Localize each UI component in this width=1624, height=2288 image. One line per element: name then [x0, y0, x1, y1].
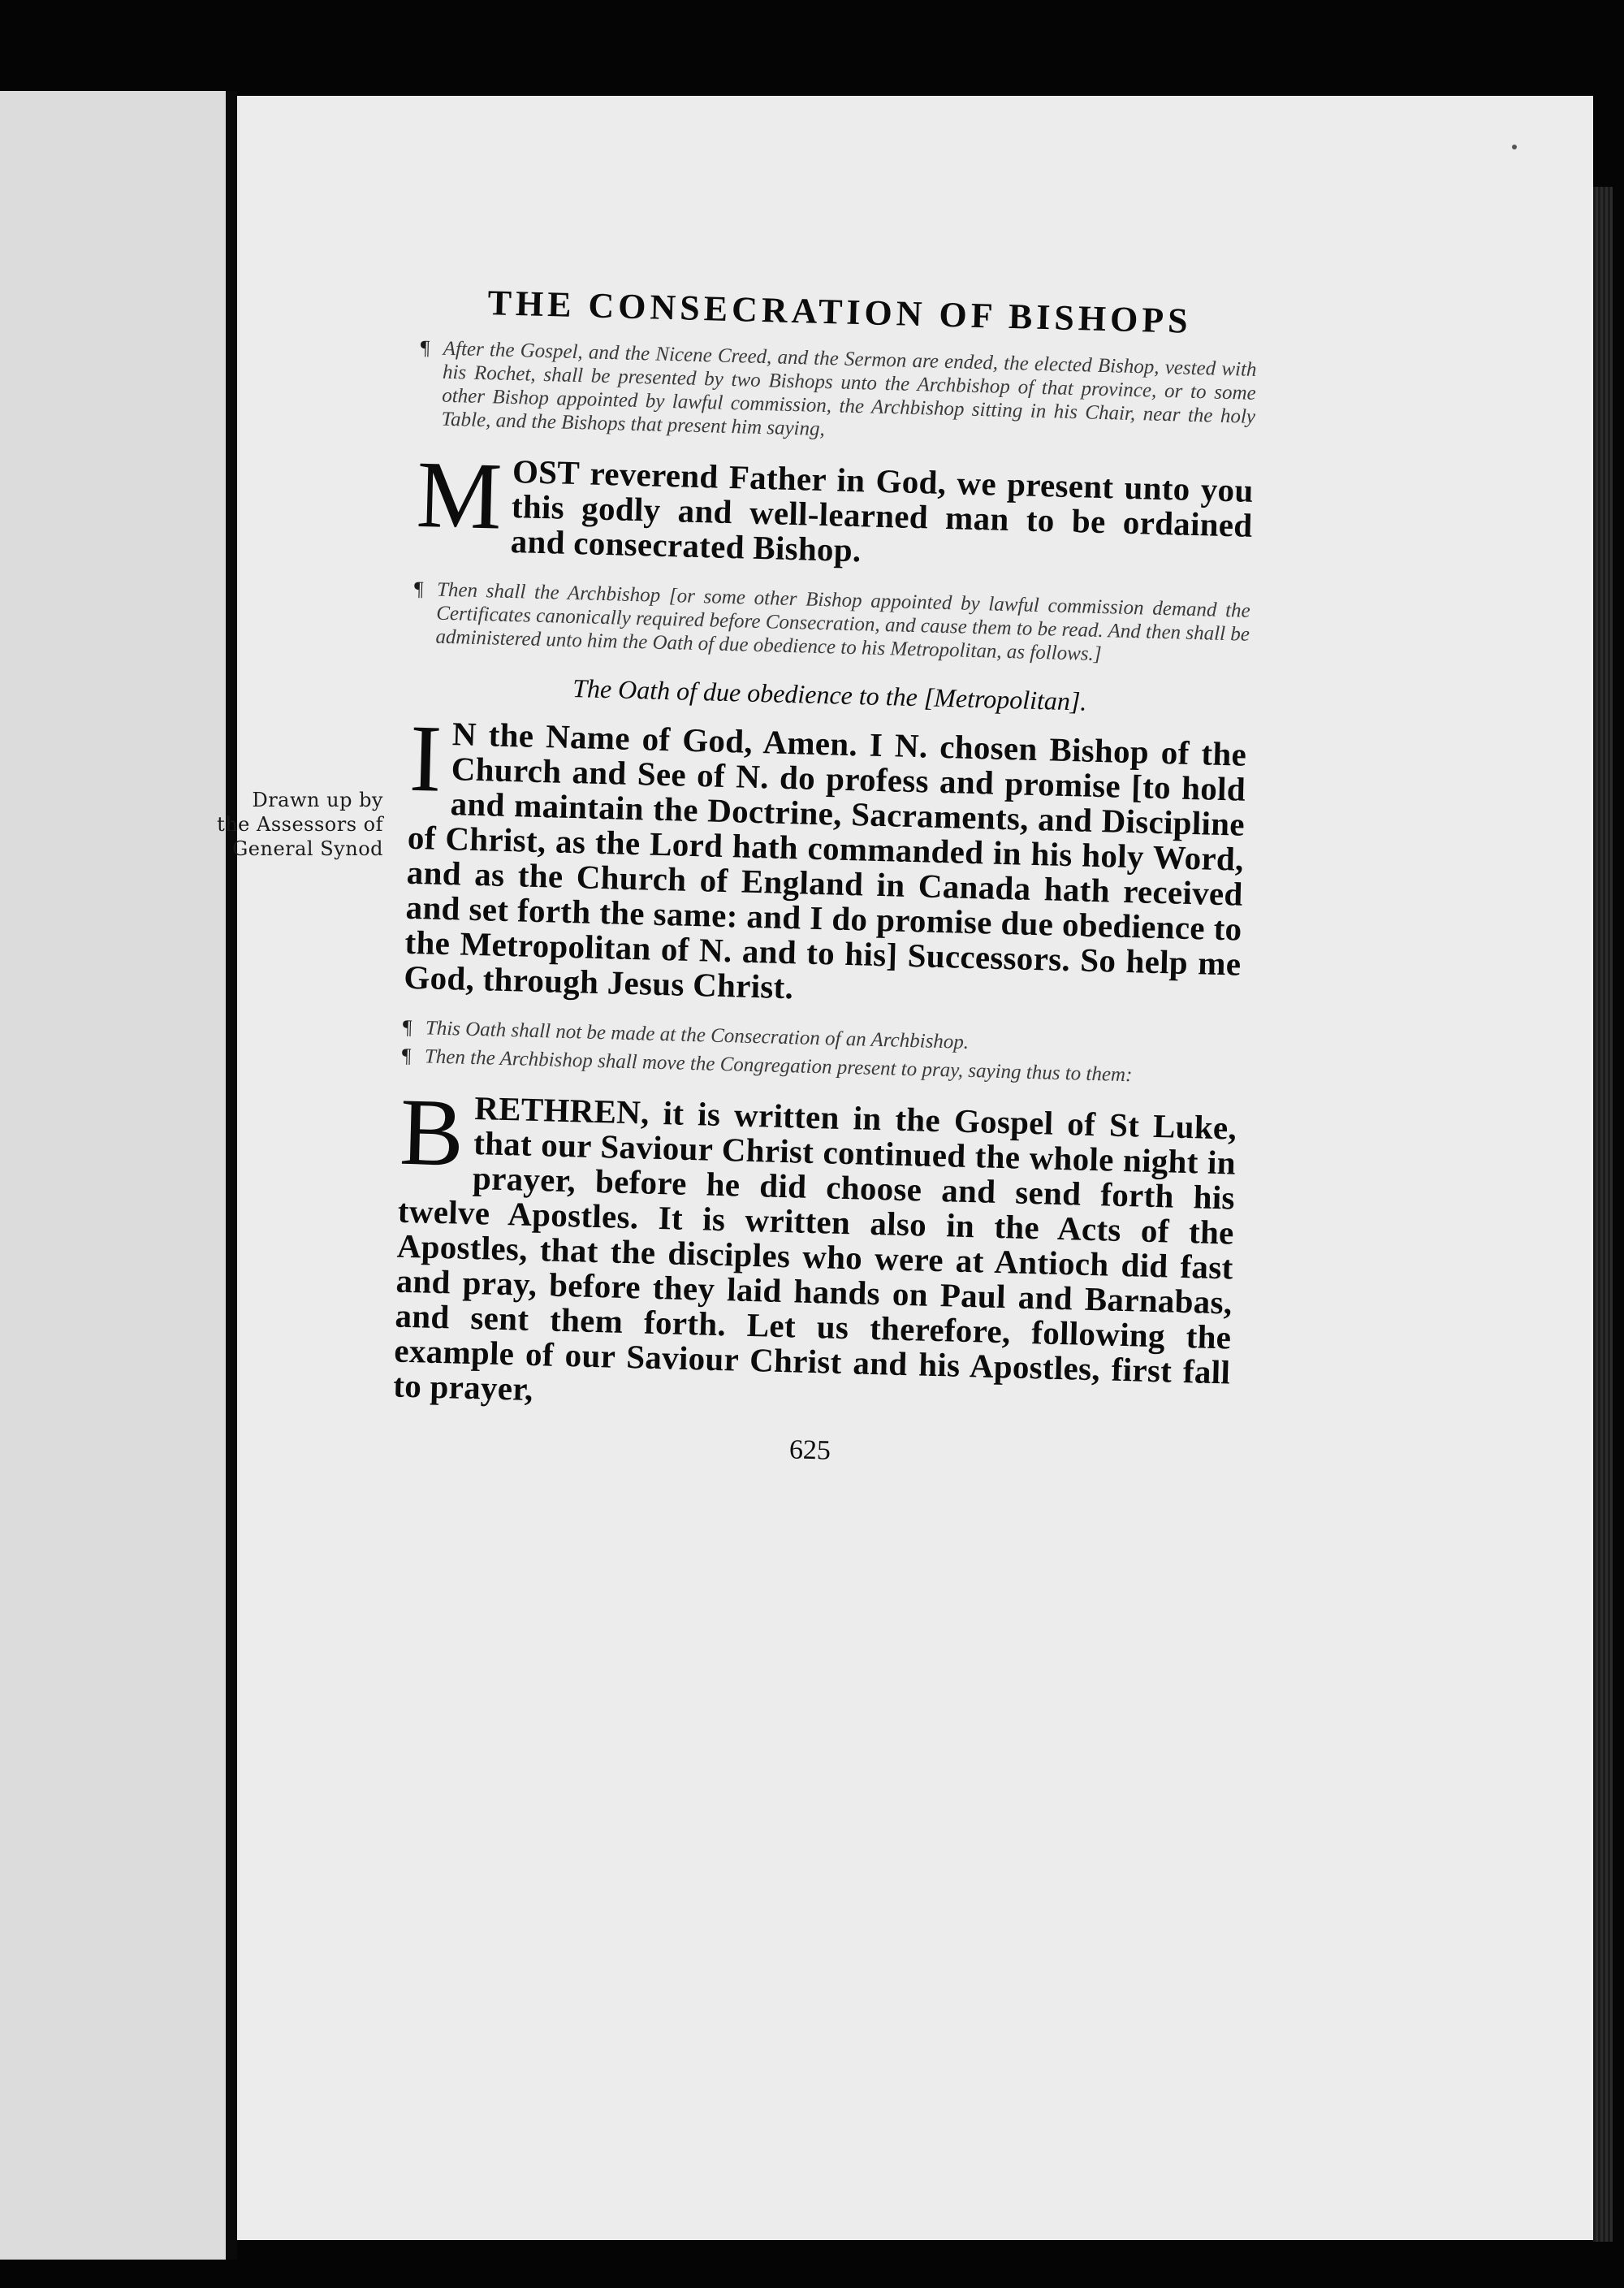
paragraph-text: RETHREN, it is written in the Gospel of St Luke, that our Saviour Christ continued the whole night in prayer, before he did choose and send forth his twelve Apostles. It is written also in the Acts of the Apostles, that the disciples who were at Antioch did fast and pray, before they laid hands on Paul and Barnabas, and sent them forth. Let us therefore, following the example of our Saviour Christ and his Apostles, first fall to prayer, [392, 1089, 1237, 1408]
drop-cap: I [408, 704, 443, 812]
pilcrow-icon: ¶ [402, 1016, 412, 1039]
page-number: 625 [788, 1434, 831, 1466]
oath-paragraph [403, 704, 1247, 1017]
paragraph-text: N the Name of God, Amen. I N. chosen Bishop of the Church and See of N. do profess and promise [to hold and maintain the Doctrine, Sacraments, and Discipline of Christ, as the Lord hath commanded in his holy Word, and as the Church of England in Canada hath received and set forth the same: and I do promise due obedience to the Metropolitan of N. and to his] Successors. So help me God, through Jesus Christ. [403, 715, 1247, 1006]
rubric-presentation [418, 336, 1257, 452]
rubric-text: This Oath shall not be made at the Consecration of an Archbishop. [425, 1017, 970, 1053]
margin-note-line: General Synod [232, 837, 383, 860]
margin-note-line: Drawn up by [252, 789, 383, 811]
page-stack-edge [1593, 187, 1613, 2242]
margin-note [213, 788, 383, 861]
drop-cap: M [415, 440, 504, 550]
presentation-paragraph [415, 440, 1255, 578]
paragraph-text: OST reverend Father in God, we present unto you this godly and well-learned man to be ordained and consecrated Bishop. [510, 452, 1255, 569]
book-gutter [226, 91, 237, 2260]
rubric-text: Then shall the Archbishop [or some other Bishop appointed by lawful commission demand the Certificates canonically required before Consecration, and cause them to be read. And then shall be administered unto him the Oath of due obedience to his Metropolitan, as follows.] [435, 578, 1251, 666]
drop-cap: B [398, 1078, 466, 1187]
oath-heading: The Oath of due obedience to the [Metropolitan]. [572, 673, 1087, 716]
pilcrow-icon: ¶ [420, 336, 430, 360]
rubric-text: After the Gospel, and the Nicene Creed, and the Sermon are ended, the elected Bishop, vested with his Rochet, shall be presented by two Bishops unto the Archbishop of that province, or to some other Bishop appointed by lawful commission, the Archbishop sitting in his Chair, near the holy Table, and the Bishops that present him saying, [441, 337, 1257, 441]
pilcrow-icon: ¶ [401, 1045, 412, 1067]
brethren-paragraph [392, 1078, 1237, 1425]
margin-note-line: the Assessors of [217, 813, 383, 836]
page-title: THE CONSECRATION OF BISHOPS [487, 283, 1193, 341]
text-block [391, 280, 1259, 1477]
facing-page-edge [0, 91, 226, 2260]
pilcrow-icon: ¶ [413, 577, 424, 601]
rubric-certificates [412, 577, 1250, 670]
rubric-text: Then the Archbishop shall move the Congregation present to pray, saying thus to them: [424, 1045, 1133, 1087]
